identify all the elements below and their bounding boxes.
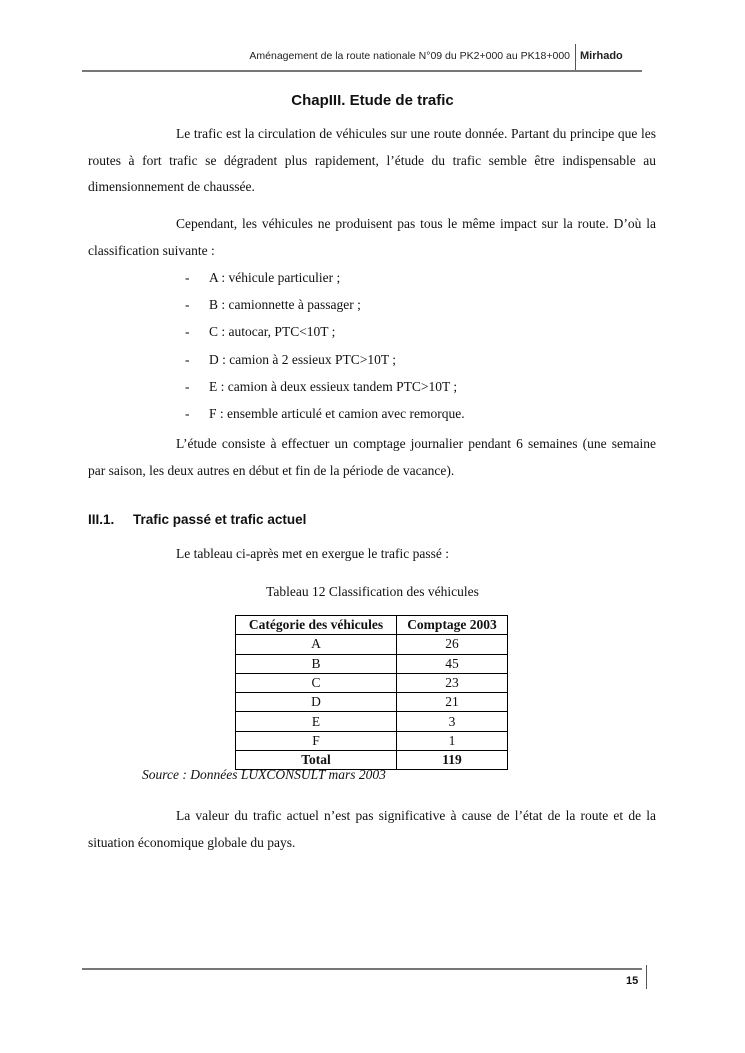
paragraph-classification: Cependant, les véhicules ne produisent pas tous le même impact sur la route. D’où la classification suivante : bbox=[88, 216, 656, 258]
table-cell-count: 45 bbox=[397, 654, 508, 673]
header-divider bbox=[575, 44, 576, 72]
header-rule bbox=[82, 70, 642, 72]
table-row bbox=[236, 654, 508, 673]
section-heading bbox=[88, 512, 306, 527]
footer-rule bbox=[82, 968, 642, 970]
table-cell-count: 1 bbox=[397, 731, 508, 750]
running-header-author: Mirhado bbox=[580, 50, 623, 62]
list-item: - A : véhicule particulier ; bbox=[185, 270, 341, 285]
paragraph-table-intro: Le tableau ci-après met en exergue le trafic passé : bbox=[176, 546, 449, 561]
vehicle-class-list bbox=[185, 264, 465, 427]
table-row bbox=[236, 731, 508, 750]
paragraph-counting: L’étude consiste à effectuer un comptage journalier pendant 6 semaines (une semaine par saison, les deux autres en début et fin de la période de vacance). bbox=[88, 436, 656, 478]
paragraph-current-traffic: La valeur du trafic actuel n’est pas significative à cause de l’état de la route et de la situation économique globale du pays. bbox=[88, 808, 656, 850]
table-total-label: Total bbox=[236, 751, 397, 770]
section-title-text: Trafic passé et trafic actuel bbox=[133, 512, 307, 527]
section-number: III.1. bbox=[88, 512, 115, 527]
table-cell-category: B bbox=[236, 654, 397, 673]
table-cell-count: 3 bbox=[397, 712, 508, 731]
column-header-category: Catégorie des véhicules bbox=[236, 616, 397, 635]
list-item: - B : camionnette à passager ; bbox=[185, 297, 361, 313]
list-item: - D : camion à 2 essieux PTC>10T ; bbox=[185, 351, 396, 367]
table-row bbox=[236, 635, 508, 654]
table-row bbox=[236, 712, 508, 731]
table-cell-category: F bbox=[236, 731, 397, 750]
vehicle-count-table bbox=[235, 615, 508, 770]
table-cell-category: C bbox=[236, 673, 397, 692]
page-number: 15 bbox=[626, 975, 639, 987]
running-header-title: Aménagement de la route nationale N°09 du PK2+000 au PK18+000 bbox=[249, 50, 570, 62]
table-cell-category: A bbox=[236, 635, 397, 654]
footer-divider bbox=[646, 965, 647, 989]
column-header-count: Comptage 2003 bbox=[397, 616, 508, 635]
table-cell-category: D bbox=[236, 693, 397, 712]
list-item: - E : camion à deux essieux tandem PTC>10T ; bbox=[185, 378, 458, 394]
table-cell-count: 23 bbox=[397, 673, 508, 692]
table-total-value: 119 bbox=[397, 751, 508, 770]
list-item: - F : ensemble articulé et camion avec remorque. bbox=[185, 405, 465, 421]
table-cell-count: 26 bbox=[397, 635, 508, 654]
table-cell-count: 21 bbox=[397, 693, 508, 712]
table-row bbox=[236, 693, 508, 712]
list-item: - C : autocar, PTC<10T ; bbox=[185, 324, 336, 340]
table-caption: Tableau 12 Classification des véhicules bbox=[266, 584, 479, 599]
chapter-title: ChapIII. Etude de trafic bbox=[291, 92, 454, 109]
table-cell-category: E bbox=[236, 712, 397, 731]
table-header-row bbox=[236, 616, 508, 635]
table-source: Source : Données LUXCONSULT mars 2003 bbox=[142, 767, 386, 782]
paragraph-intro: Le trafic est la circulation de véhicules sur une route donnée. Partant du principe que les routes à fort trafic se dégradent plus rapidement, l’étude du trafic semble être indispensable au dimensionnement de chaussée. bbox=[88, 126, 656, 194]
table-row bbox=[236, 673, 508, 692]
